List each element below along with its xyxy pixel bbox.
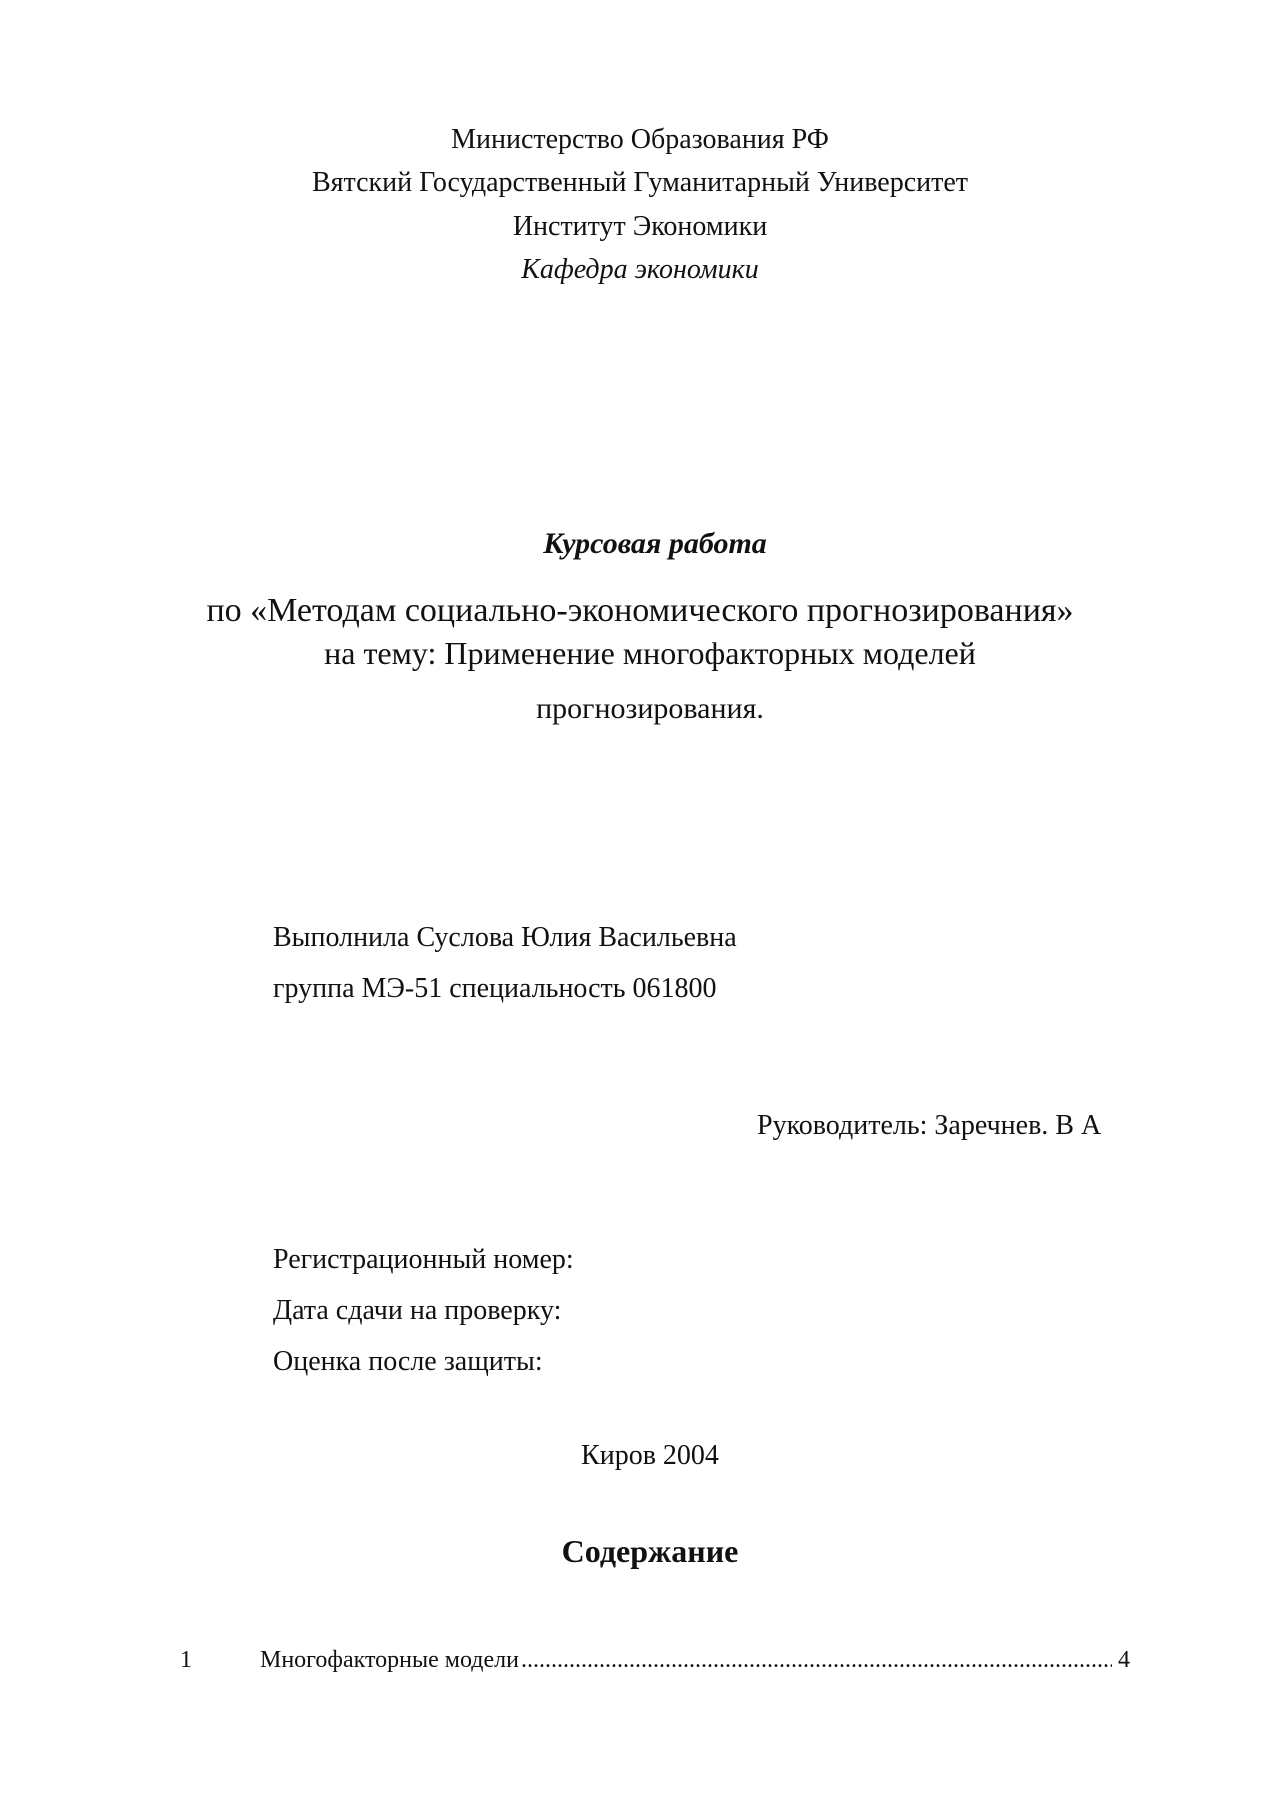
department-name: Кафедра экономики: [521, 254, 759, 285]
group-line: группа МЭ-51 специальность 061800: [273, 973, 717, 1004]
grade-label: Оценка после защиты:: [273, 1346, 543, 1377]
supervisor-line: Руководитель: Заречнев. В А: [757, 1110, 1102, 1141]
toc-item-entry: [260, 1648, 1130, 1672]
institute-name: Институт Экономики: [512, 211, 768, 242]
topic-line-1: на тему: Применение многофакторных моделей: [324, 635, 976, 671]
topic-line-2: прогнозирования.: [536, 692, 764, 725]
author-line: Выполнила Суслова Юлия Васильевна: [273, 922, 737, 953]
registration-number-label: Регистрационный номер:: [273, 1244, 574, 1275]
work-type-title: Курсовая работа: [543, 527, 767, 560]
toc-item-page: 4: [1118, 1647, 1130, 1673]
toc-leader-dots: [521, 1648, 1112, 1672]
university-name: Вятский Государственный Гуманитарный Университет: [311, 167, 969, 198]
subject-line: по «Методам социально-экономического прогнозирования»: [206, 592, 1074, 629]
submission-date-label: Дата сдачи на проверку:: [273, 1295, 562, 1326]
toc-item-number: 1: [180, 1647, 192, 1673]
toc-heading: Содержание: [561, 1533, 739, 1569]
city-year: Киров 2004: [581, 1440, 719, 1471]
toc-item: [180, 1648, 1130, 1680]
toc-item-title: Многофакторные модели: [260, 1647, 519, 1673]
ministry-name: Министерство Образования РФ: [451, 124, 829, 155]
